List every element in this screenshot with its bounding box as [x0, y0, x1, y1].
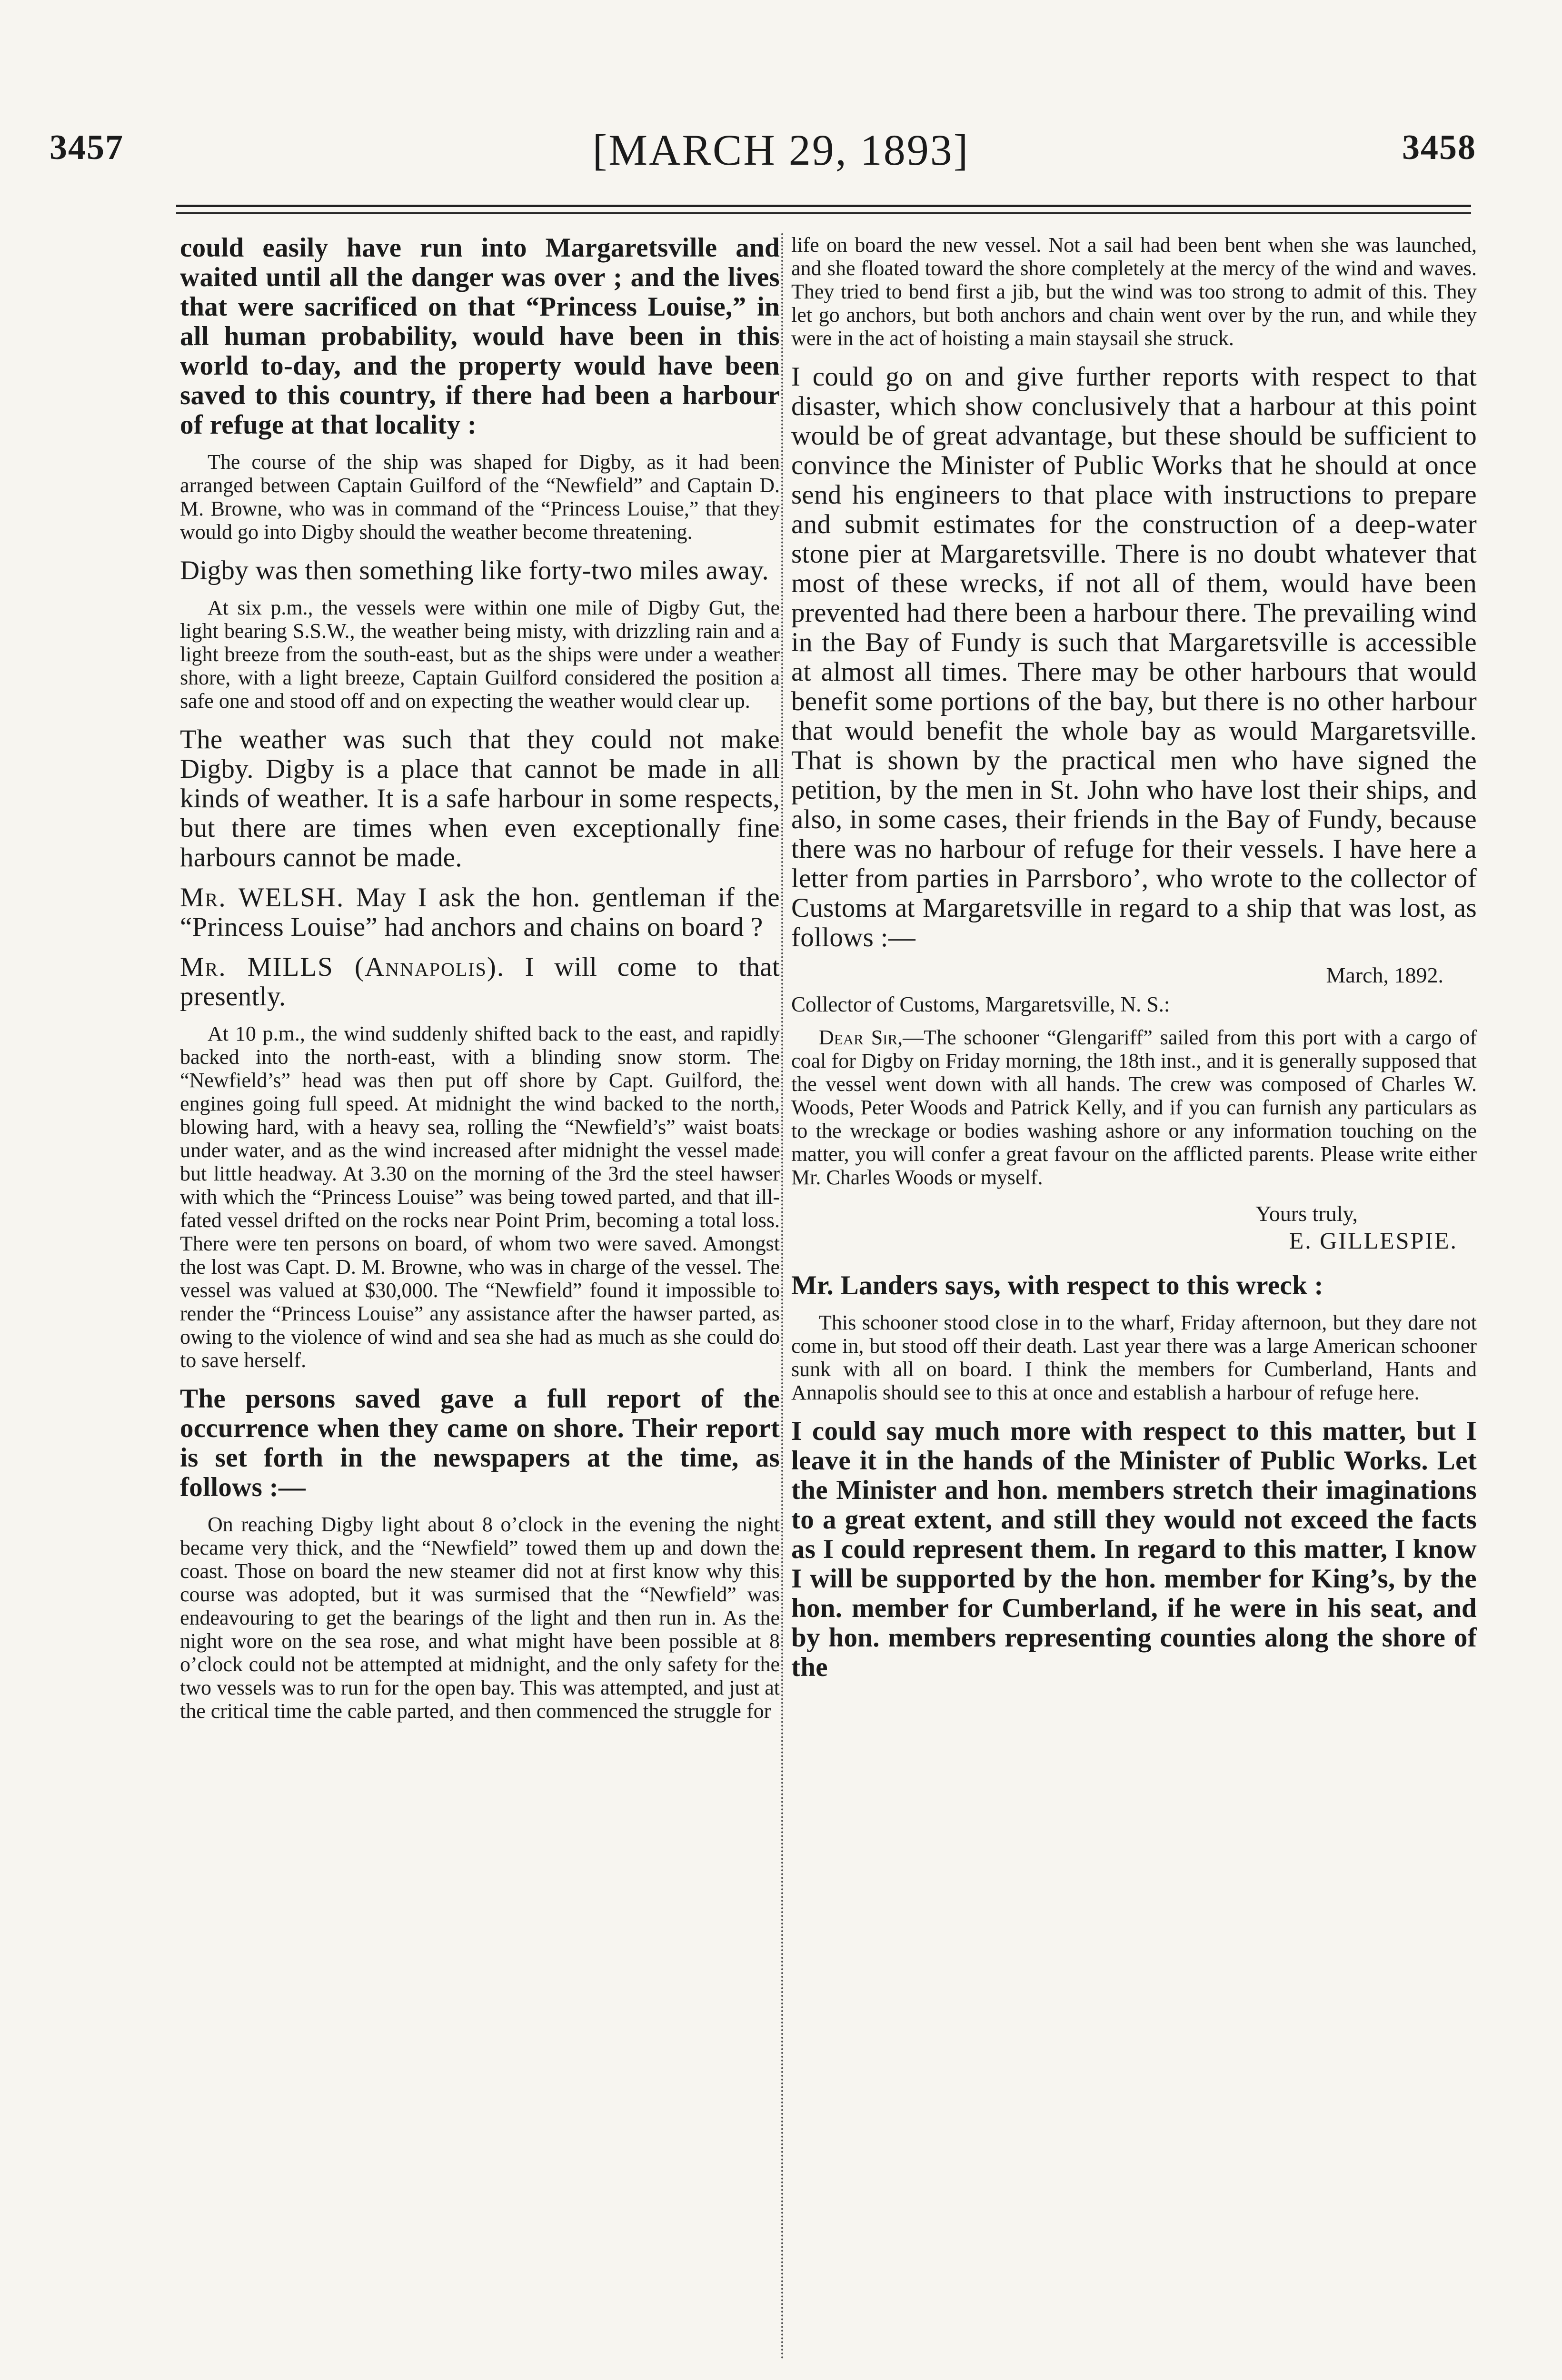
- letter-body: [791, 1026, 1477, 1189]
- left-exchange-welsh: [180, 883, 780, 942]
- left-paragraph-2: Digby was then something like forty-two miles away.: [180, 555, 769, 585]
- speaker-mills: Mr. MILLS (Annapolis).: [180, 952, 505, 982]
- column-divider: [781, 233, 783, 2361]
- page-number-left: 3457: [50, 128, 124, 167]
- header-rule-bottom: [176, 212, 1471, 214]
- letter-date: March, 1892.: [1326, 963, 1443, 987]
- header-rule-top: [176, 205, 1471, 207]
- letter-signature: E. GILLESPIE.: [1289, 1227, 1458, 1254]
- right-paragraph-landers: Mr. Landers says, with respect to this wreck :: [791, 1270, 1323, 1300]
- right-column: [791, 233, 1477, 2380]
- letter-addressee: Collector of Customs, Margaretsville, N. S.:: [791, 992, 1170, 1016]
- right-quote-continuation: life on board the new vessel. Not a sail had been bent when she was launched, and she floated toward the shore completely at the mercy of the wind and waves. They tried to bend first a jib, but the wind was too strong to admit of this. They let go anchors, but both anchors and chain went over by the run, and while they were in the act of hoisting a main staysail she struck.: [791, 233, 1477, 350]
- left-paragraph-3: The weather was such that they could not make Digby. Digby is a place that cannot be made in all kinds of weather. It is a safe harbour in some respects, but there are times when even exceptionally fine harbours cannot be made.: [180, 724, 780, 873]
- speaker-welsh: Mr. WELSH.: [180, 883, 345, 912]
- left-quote-4: On reaching Digby light about 8 o’clock in the evening the night became very thick, and the “Newfield” towed them up and down the coast. Those on board the new steamer did not at first know why this course was adopted, but it was surmised that the “Newfield” was endeavouring to get the bearings of the light and then run in. As the night wore on the sea rose, and what might have been possible at 8 o’clock could not be attempted at midnight, and the only safety for the two vessels was to run for the open bay. This was attempted, and just at the critical time the cable parted, and then commenced the struggle for: [180, 1513, 780, 1723]
- left-quote-3: At 10 p.m., the wind suddenly shifted back to the east, and rapidly backed into the north-east, with a blinding snow storm. The “Newfield’s” head was then put off shore by Capt. Guilford, the engines going full speed. At midnight the wind backed to the north, blowing hard, with a heavy sea, rolling the “Newfield’s” waist boats under water, and as the wind increased after midnight the vessel made but little headway. At 3.30 on the morning of the 3rd the steel hawser with which the “Princess Louise” was being towed parted, and that ill-fated vessel drifted on the rocks near Point Prim, becoming a total loss. There were ten persons on board, of whom two were saved. Amongst the lost was Capt. D. M. Browne, who was in charge of the vessel. The vessel was valued at $30,000. The “Newfield” found it impossible to render the “Princess Louise” any assistance after the hawser parted, as owing to the violence of wind and sea she had as much as she could do to save herself.: [180, 1022, 780, 1372]
- left-paragraph-1: could easily have run into Margaretsville and waited until all the danger was over ; and the lives that were sacrificed on that “Princess Louise,” in all human probability, would have been in this world to-day, and the property would have been saved to this country, if there had been a harbour of refuge at that locality :: [180, 233, 780, 440]
- right-paragraph-1: I could go on and give further reports with respect to that disaster, which show conclusively that a harbour at this point would be of great advantage, but these should be sufficient to convince the Minister of Public Works that he should at once send his engineers to that place with instructions to prepare and submit estimates for the construction of a deep-water stone pier at Margaretsville. There is no doubt whatever that most of these wrecks, if not all of them, would have been prevented had there been a harbour there. The prevailing wind in the Bay of Fundy is such that Margaretsville is accessible at almost all times. There may be other harbours that would benefit some portions of the bay, but there is no other harbour that would benefit the whole bay as would Margaretsville. That is shown by the practical men who have signed the petition, by the men in St. John who have lost their ships, and also, in some cases, their friends in the Bay of Fundy, because there was no harbour of refuge for their vessels. I have here a letter from parties in Parrsboro’, who wrote to the collector of Customs at Margaretsville in regard to a ship that was lost, as follows :—: [791, 362, 1477, 952]
- letter-closing: Yours truly,: [1255, 1201, 1358, 1226]
- left-quote-2: At six p.m., the vessels were within one mile of Digby Gut, the light bearing S.S.W., the weather being misty, with drizzling rain and a light breeze from the south-east, but as the ships were under a weather shore, with a light breeze, Captain Guilford considered the position a safe one and stood off and on expecting the weather would clear up.: [180, 596, 780, 713]
- welsh-question: May I ask the hon. gentleman if the “Princess Louise” had anchors and chains on board ?: [180, 883, 780, 942]
- letter-block: [791, 963, 1477, 1255]
- letter-salutation: Dear Sir,: [819, 1026, 903, 1049]
- page-number-right: 3458: [1402, 128, 1476, 167]
- left-quote-1: The course of the ship was shaped for Digby, as it had been arranged between Captain Guilford of the “Newfield” and Captain D. M. Browne, who was in command of the “Princess Louise,” that they would go into Digby should the weather become threatening.: [180, 450, 780, 544]
- left-paragraph-4: The persons saved gave a full report of the occurrence when they came on shore. Their report is set forth in the newspapers at the time, as follows :—: [180, 1384, 780, 1502]
- page-date-header: [MARCH 29, 1893]: [592, 126, 970, 174]
- letter-body-text: —The schooner “Glengariff” sailed from this port with a cargo of coal for Digby on Friday morning, the 18th inst., and it is generally supposed that the vessel went down with all hands. The crew was composed of Charles W. Woods, Peter Woods and Patrick Kelly, and if you can furnish any particulars as to the wreckage or bodies washing ashore or any information touching on the matter, you will confer a great favour on the afflicted parents. Please write either Mr. Charles Woods or myself.: [791, 1026, 1477, 1189]
- left-exchange-mills: [180, 952, 780, 1012]
- right-paragraph-final: I could say much more with respect to this matter, but I leave it in the hands of the Minister of Public Works. Let the Minister and hon. members stretch their imaginations to a great extent, and still they would not exceed the facts as I could represent them. In regard to this matter, I know I will be supported by the hon. member for King’s, by the hon. member for Cumberland, if he were in his seat, and by hon. members representing counties along the shore of the: [791, 1416, 1477, 1682]
- left-column: [180, 233, 780, 2380]
- right-quote-landers: This schooner stood close in to the wharf, Friday afternoon, but they dare not come in, but stood off their death. Last year there was a large American schooner sunk with all on board. I think the members for Cumberland, Hants and Annapolis should see to this at once and establish a harbour of refuge here.: [791, 1311, 1477, 1404]
- mills-reply: I will come to that presently.: [180, 952, 780, 1012]
